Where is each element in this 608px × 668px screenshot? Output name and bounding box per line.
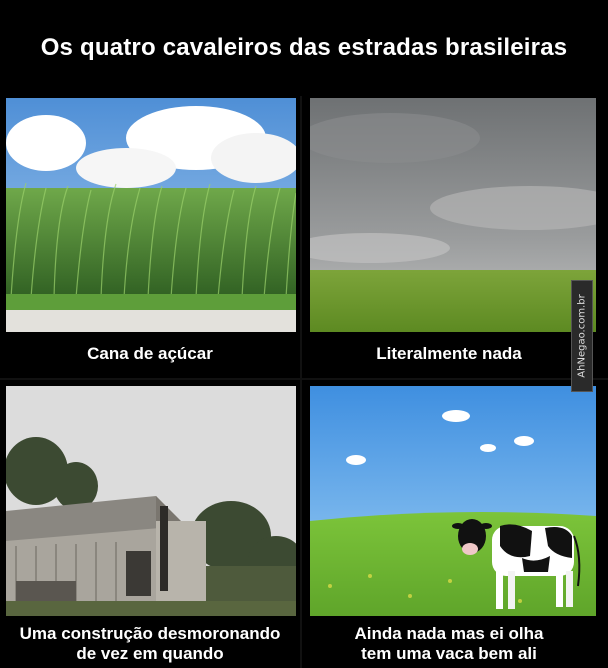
watermark-text: AhNegao.com.br [576,294,588,378]
barn-photo [6,386,296,616]
caption-empty-field: Literalmente nada [376,344,522,363]
panel-sugarcane [6,98,296,332]
cow-photo [310,386,596,616]
vertical-divider [300,96,302,668]
sugarcane-photo [6,98,296,332]
meme-title: Os quatro cavaleiros das estradas brasileiras [40,34,568,61]
watermark [571,280,593,392]
panel-cow [310,386,596,616]
caption-cow [300,624,598,664]
panel-empty-field [310,98,596,332]
caption-barn-line1: Uma construção desmoronando [19,624,281,643]
caption-sugarcane: Cana de açúcar [87,344,213,363]
empty-field-photo [310,98,596,332]
caption-cow-line2: tem uma vaca bem ali [361,644,537,663]
caption-cow-line1: Ainda nada mas ei olha [354,624,544,643]
caption-barn [0,624,300,664]
caption-barn-line2: de vez em quando [76,644,224,663]
horizontal-divider [0,378,608,380]
panel-barn [6,386,296,616]
